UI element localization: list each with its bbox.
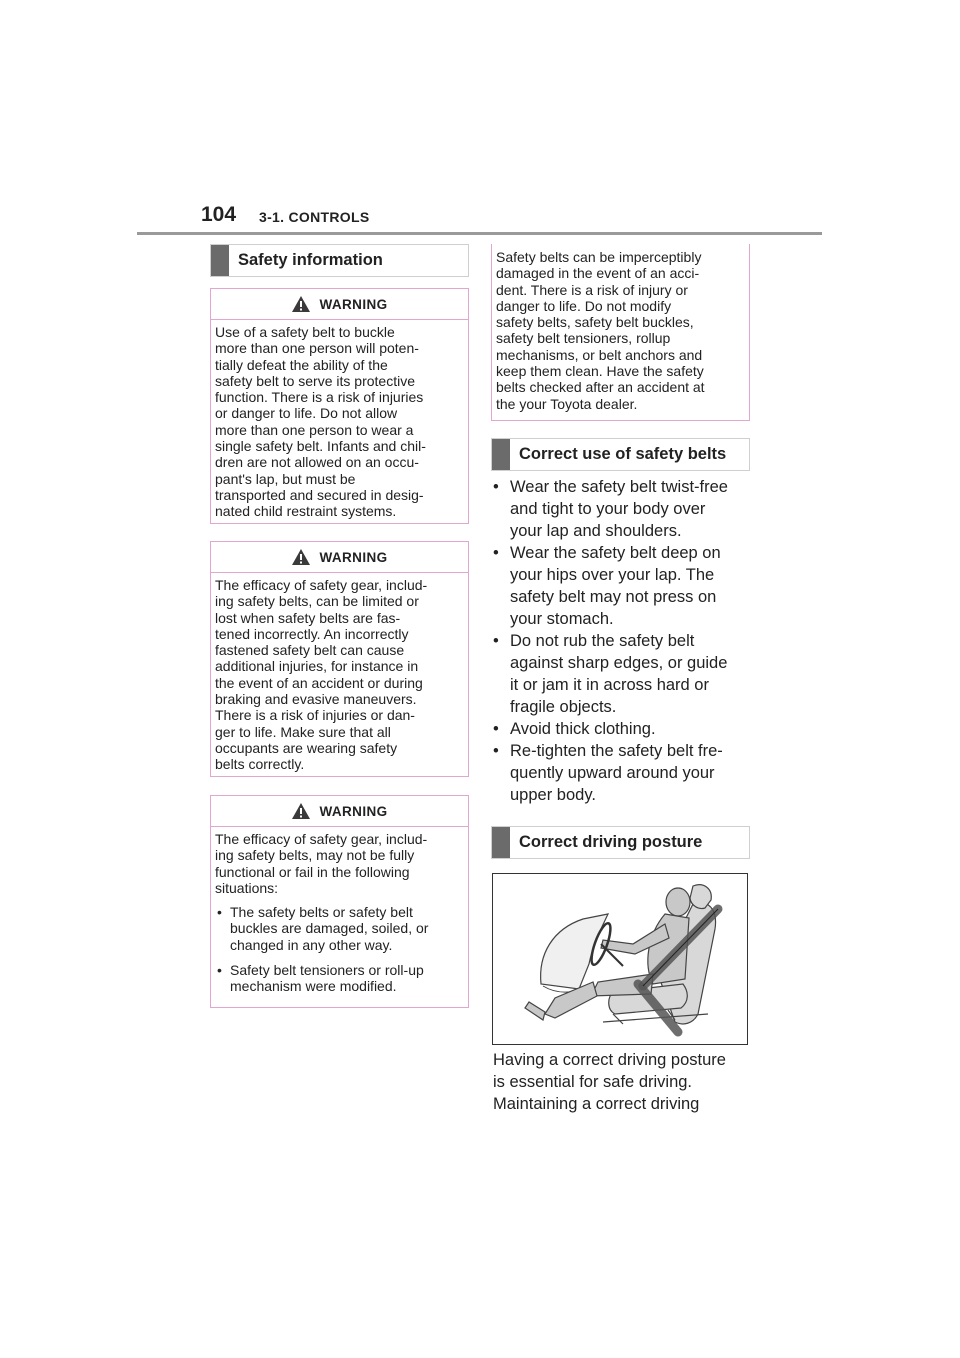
heading-bar (492, 439, 510, 470)
warning-body: Use of a safety belt to buckle more than one person will poten- tially defeat the ability of the safety belt to serve its protective function. There is a risk of injuries or danger to life. Do not allow more than one person to wear a single safety belt. Infants and chil- dren are not allowed on an occu- pant's lap, but must be transported and secured in desig- nated child restraint systems. (215, 324, 426, 520)
warning-box-2 (210, 541, 469, 777)
warning-title (211, 289, 468, 320)
warning-box-1 (210, 288, 469, 524)
correct-use-heading (491, 438, 750, 471)
heading-text: Correct use of safety belts (519, 445, 727, 463)
warning-label: WARNING (319, 549, 388, 565)
heading-bar (492, 827, 510, 858)
warning-triangle-icon (291, 802, 311, 820)
list-item: • The safety belts or safety belt buckles are damaged, soiled, or changed in any other way. (215, 904, 462, 953)
warning-box-continued (491, 244, 750, 421)
safety-information-heading (210, 244, 469, 277)
warning-triangle-icon (291, 548, 311, 566)
list-item: • Do not rub the safety belt against sharp edges, or guide it or jam it in across hard or fragile objects. (493, 630, 763, 718)
warning-title (211, 542, 468, 573)
heading-text: Safety information (238, 251, 383, 269)
list-item: • Wear the safety belt deep on your hips over your lap. The safety belt may not press on your stomach. (493, 542, 763, 630)
page-number: 104 (201, 203, 237, 226)
header-rule (137, 232, 822, 235)
warning-triangle-icon (291, 295, 311, 313)
warning-body: The efficacy of safety gear, includ- ing safety belts, can be limited or lost when safety belts are fas- tened incorrectly. An incorrectly fastened safety belt can cause additional injuries, for instance in the event of an accident or during braking and evasive maneuvers. There is a risk of injuries or dan- ger to life. Make sure that all occupants are wearing safety belts correctly. (215, 577, 428, 773)
driver-seatbelt-drawing (493, 874, 747, 1044)
list-item: • Wear the safety belt twist-free and tight to your body over your lap and shoulders. (493, 476, 763, 542)
warning-title (211, 796, 468, 827)
section-label: 3-1. CONTROLS (259, 209, 370, 225)
warning-body: Safety belts can be imperceptibly damaged in the event of an acci- dent. There is a risk of injury or danger to life. Do not modify safety belts, safety belt buckles, safety belt tensioners, rollup mechanisms, or belt anchors and keep them clean. Have the safety belts checked after an accident at the your Toyota dealer. (496, 249, 705, 412)
warning-label: WARNING (319, 803, 388, 819)
posture-paragraph: Having a correct driving posture is essential for safe driving. Maintaining a correct driving (493, 1051, 726, 1113)
warning-body: The efficacy of safety gear, includ- ing safety belts, may not be fully functional or fail in the following situations: (215, 831, 428, 896)
warning-box-3 (210, 795, 469, 1008)
heading-text: Correct driving posture (519, 833, 703, 851)
warning-label: WARNING (319, 296, 388, 312)
list-item: • Avoid thick clothing. (493, 718, 763, 740)
driving-posture-illustration (492, 873, 748, 1045)
heading-bar (211, 245, 229, 276)
list-item: • Re-tighten the safety belt fre- quently upward around your upper body. (493, 740, 763, 806)
safety-belt-bullets (493, 476, 763, 806)
driving-posture-heading (491, 826, 750, 859)
list-item: • Safety belt tensioners or roll-up mechanism were modified. (215, 962, 462, 995)
warning-list (211, 904, 468, 994)
